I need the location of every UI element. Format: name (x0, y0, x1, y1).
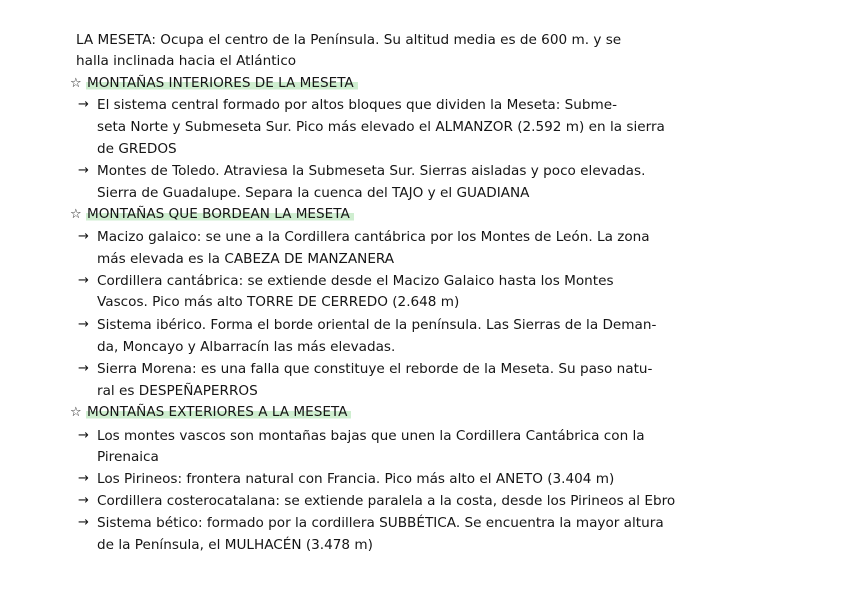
list-item-line: El sistema central formado por altos bloques que dividen la Meseta: Subme- (97, 97, 618, 113)
list-item-line: Los Pirineos: frontera natural con Francia. Pico más alto el ANETO (3.404 m) (97, 471, 615, 487)
arrow-icon: → (78, 273, 89, 288)
arrow-icon: → (78, 471, 89, 486)
list-item-line: Sierra de Guadalupe. Separa la cuenca del TAJO y el GUADIANA (97, 185, 530, 201)
section-heading-text: MONTAÑAS QUE BORDEAN LA MESETA (86, 206, 354, 222)
list-item-line: Cordillera cantábrica: se extiende desde el Macizo Galaico hasta los Montes (97, 273, 614, 289)
arrow-icon: → (78, 361, 89, 376)
section-heading-text: MONTAÑAS EXTERIORES A LA MESETA (86, 404, 351, 420)
arrow-icon: → (78, 493, 89, 508)
list-item-line: Montes de Toledo. Atraviesa la Submeseta Sur. Sierras aisladas y poco elevadas. (97, 163, 646, 179)
intro-line: halla inclinada hacia el Atlántico (76, 53, 297, 69)
section-heading-exteriores (70, 402, 351, 422)
list-item-line: ral es DESPEÑAPERROS (97, 383, 258, 399)
arrow-icon: → (78, 515, 89, 530)
list-item-line: Los montes vascos son montañas bajas que unen la Cordillera Cantábrica con la (97, 428, 645, 444)
section-heading-text: MONTAÑAS INTERIORES DE LA MESETA (86, 75, 358, 91)
section-heading-bordean (70, 204, 354, 224)
arrow-icon: → (78, 163, 89, 178)
list-item-line: Sierra Morena: es una falla que constituye el reborde de la Meseta. Su paso natu- (97, 361, 653, 377)
list-item-line: Pirenaica (97, 449, 159, 465)
star-icon: ☆ (70, 207, 82, 222)
arrow-icon: → (78, 229, 89, 244)
list-item-line: da, Moncayo y Albarracín las más elevadas. (97, 339, 396, 355)
list-item-line: Sistema ibérico. Forma el borde oriental de la península. Las Sierras de la Deman- (97, 317, 657, 333)
list-item-line: más elevada es la CABEZA DE MANZANERA (97, 251, 395, 267)
arrow-icon: → (78, 97, 89, 112)
intro-line: LA MESETA: Ocupa el centro de la Península. Su altitud media es de 600 m. y se (76, 32, 622, 48)
list-item-line: de GREDOS (97, 141, 177, 157)
section-heading-interiores (70, 73, 358, 93)
list-item-line: de la Península, el MULHACÉN (3.478 m) (97, 537, 373, 553)
arrow-icon: → (78, 317, 89, 332)
arrow-icon: → (78, 428, 89, 443)
list-item-line: Vascos. Pico más alto TORRE DE CERREDO (2.648 m) (97, 294, 460, 310)
star-icon: ☆ (70, 76, 82, 91)
list-item-line: Macizo galaico: se une a la Cordillera cantábrica por los Montes de León. La zona (97, 229, 650, 245)
list-item-line: Cordillera costerocatalana: se extiende paralela a la costa, desde los Pirineos al Ebro (97, 493, 676, 509)
list-item-line: Sistema bético: formado por la cordillera SUBBÉTICA. Se encuentra la mayor altura (97, 515, 664, 531)
star-icon: ☆ (70, 405, 82, 420)
list-item-line: seta Norte y Submeseta Sur. Pico más elevado el ALMANZOR (2.592 m) en la sierra (97, 119, 665, 135)
